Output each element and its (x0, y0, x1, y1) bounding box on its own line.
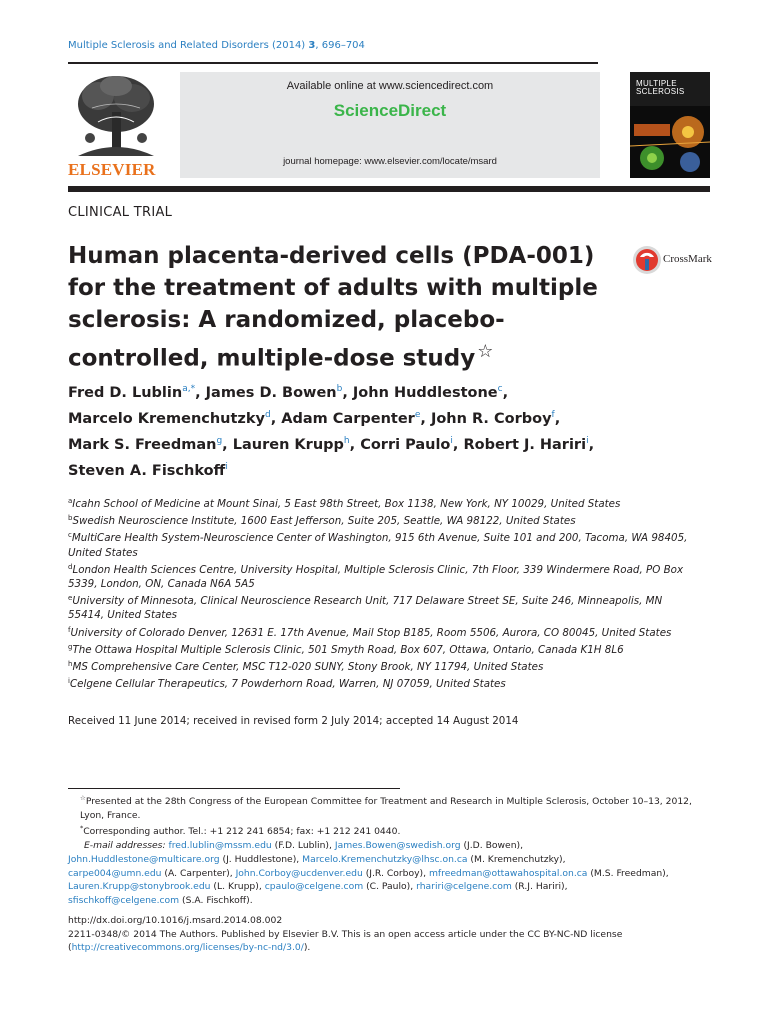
article-title (68, 240, 628, 375)
article-title-text: Human placenta-derived cells (PDA-001) for the treatment of adults with multiple sclerosis: A randomized, placebo-controlled, multiple-dose study (68, 243, 598, 372)
author: Lauren Krupp$^h$, (232, 436, 361, 453)
email-link[interactable]: rhariri@celgene.com (416, 881, 512, 893)
email-link[interactable]: fred.lublin@mssm.edu (168, 840, 272, 852)
title-footnote-star[interactable]: ☆ (477, 341, 494, 362)
email-link[interactable]: Lauren.Krupp@stonybrook.edu (68, 881, 211, 893)
license-link[interactable]: http://creativecommons.org/licenses/by-nc-nd/3.0/ (71, 942, 304, 954)
author-affiliation-link[interactable]: c (497, 384, 503, 394)
email-link[interactable]: mfreedman@ottawahospital.on.ca (428, 867, 588, 879)
author-affiliation-link[interactable]: g (216, 436, 223, 446)
journal-name: Multiple Sclerosis and Related Disorders (2014) (68, 40, 306, 51)
email-link[interactable]: John.Corboy@ucdenver.edu (235, 867, 363, 879)
crossmark-icon (632, 245, 662, 275)
doi-license-block (68, 914, 718, 955)
affiliation-list (68, 494, 698, 691)
journal-pages: , 696–704 (315, 40, 365, 51)
presented-footnote: ☆Presented at the 28th Congress of the European Committee for Treatment and Research in Multiple Sclerosis, October 10–13, 2012, Lyon, France. (80, 794, 692, 821)
author: Fred D. Lublin$^{a,*}$, (68, 384, 206, 401)
author: Adam Carpenter$^e$, (281, 410, 431, 427)
email-link[interactable]: John.Huddlestone@multicare.org (68, 853, 220, 865)
license-url-line: (http://creativecommons.org/licenses/by-nc-nd/3.0/). (68, 942, 311, 954)
affiliation: $^d$London Health Sciences Centre, University Hospital, Multiple Sclerosis Clinic, 7th Floor, 339 Windermere Road, PO Box 5339, London, ON, Canada N6A 5A5 (68, 562, 684, 591)
affiliation: $^f$University of Colorado Denver, 12631 E. 17th Avenue, Mail Stop B185, Room 5506, Aurora, CO 80045, United States (68, 625, 672, 639)
journal-reference[interactable] (68, 40, 365, 51)
author-affiliation-link[interactable]: i (225, 462, 228, 472)
affiliation: $^a$Icahn School of Medicine at Mount Sinai, 5 East 98th Street, Box 1138, New York, NY 10029, United States (68, 497, 621, 510)
author: Steven A. Fischkoff$^i$ (68, 462, 228, 479)
email-link[interactable]: cpaulo@celgene.com (264, 881, 364, 893)
email-link[interactable]: carpe004@umn.edu (68, 867, 162, 879)
author: Mark S. Freedman$^g$, (68, 436, 233, 453)
received-dates: Received 11 June 2014; received in revised form 2 July 2014; accepted 14 August 2014 (68, 715, 519, 727)
footnote-divider (68, 788, 400, 789)
footnotes (68, 792, 718, 908)
journal-homepage-link[interactable]: journal homepage: www.elsevier.com/locate/msard (283, 156, 497, 167)
author-affiliation-link[interactable]: i (586, 436, 589, 446)
author-affiliation-link[interactable]: e (414, 410, 421, 420)
author-affiliation-link[interactable]: h (343, 436, 350, 446)
journal-volume: 3 (308, 40, 316, 51)
author: James D. Bowen$^b$, (205, 384, 353, 401)
cover-title (636, 80, 685, 96)
corresponding-author-footnote: *Corresponding author. Tel.: +1 212 241 6854; fax: +1 212 241 0440. (80, 824, 401, 838)
email-addresses: E-mail addresses: fred.lublin@mssm.edu (F.D. Lublin), James.Bowen@swedish.org (J.D. Bowen), John.Huddlestone@multicare.org (J. Huddlestone), Marcelo.Kremenchutzky@lhsc.on.ca (M. Kremenchutzky), carpe004@umn.edu (A. Carpenter), John.Corboy@ucdenver.edu (J.R. Corboy), mfreedman@ottawahospital.on.ca (M.S. Freedman), Lauren.Krupp@stonybrook.edu (L. Krupp), cpaulo@celgene.com (C. Paulo), rhariri@celgene.com (R.J. Hariri), sfischkoff@celgene.com (S.A. Fischkoff). (68, 840, 669, 906)
section-label: CLINICAL TRIAL (68, 205, 173, 220)
author-affiliation-link[interactable]: a,* (182, 384, 196, 394)
affiliation: $^g$The Ottawa Hospital Multiple Sclerosis Clinic, 501 Smyth Road, Box 607, Ottawa, Ontario, Canada K1H 8L6 (68, 642, 624, 656)
author: Robert J. Hariri$^i$, (463, 436, 595, 453)
author: John Huddlestone$^c$, (352, 384, 509, 401)
header-divider (68, 186, 710, 192)
author: John R. Corboy$^f$, (430, 410, 561, 427)
crossmark-label: CrossMark (663, 253, 712, 265)
doi-link[interactable]: http://dx.doi.org/10.1016/j.msard.2014.08.002 (68, 915, 283, 926)
top-divider (68, 62, 598, 64)
author-affiliation-link[interactable]: d (264, 410, 271, 420)
author-affiliation-link[interactable]: i (450, 436, 453, 446)
email-label: E-mail addresses: (84, 840, 166, 852)
affiliation: $^c$MultiCare Health System-Neuroscience Center of Washington, 915 6th Avenue, Suite 101 and 200, Tacoma, WA 98405, United States (68, 531, 688, 559)
author-affiliation-link[interactable]: b (336, 384, 343, 394)
affiliation: $^h$MS Comprehensive Care Center, MSC T12-020 SUNY, Stony Brook, NY 11794, United States (68, 660, 544, 674)
email-link[interactable]: sfischkoff@celgene.com (68, 894, 180, 906)
author-list (68, 378, 688, 482)
available-online-text[interactable]: Available online at www.sciencedirect.com (286, 80, 494, 92)
author: Corri Paulo$^i$, (360, 436, 464, 453)
affiliation: $^i$Celgene Cellular Therapeutics, 7 Powderhorn Road, Warren, NJ 07059, United States (68, 677, 506, 691)
elsevier-wordmark: ELSEVIER (68, 160, 156, 179)
author-affiliation-link[interactable]: f (551, 410, 555, 420)
email-link[interactable]: James.Bowen@swedish.org (334, 840, 461, 852)
cover-title-line1: MULTIPLE (636, 79, 677, 88)
affiliation: $^b$Swedish Neuroscience Institute, 1600 East Jefferson, Suite 205, Seattle, WA 98122, United States (68, 514, 576, 528)
author: Marcelo Kremenchutzky$^d$, (68, 410, 282, 427)
email-link[interactable]: Marcelo.Kremenchutzky@lhsc.on.ca (302, 853, 468, 865)
license-text: 2211-0348/© 2014 The Authors. Published by Elsevier B.V. This is an open access article under the CC BY-NC-ND license (68, 928, 623, 940)
cover-title-line2: SCLEROSIS (636, 87, 685, 96)
affiliation: $^e$University of Minnesota, Clinical Neuroscience Research Unit, 717 Delaware Street SE, Suite 246, Minneapolis, MN 55414, United States (68, 594, 663, 622)
sciencedirect-logo-text[interactable]: ScienceDirect (333, 101, 447, 120)
